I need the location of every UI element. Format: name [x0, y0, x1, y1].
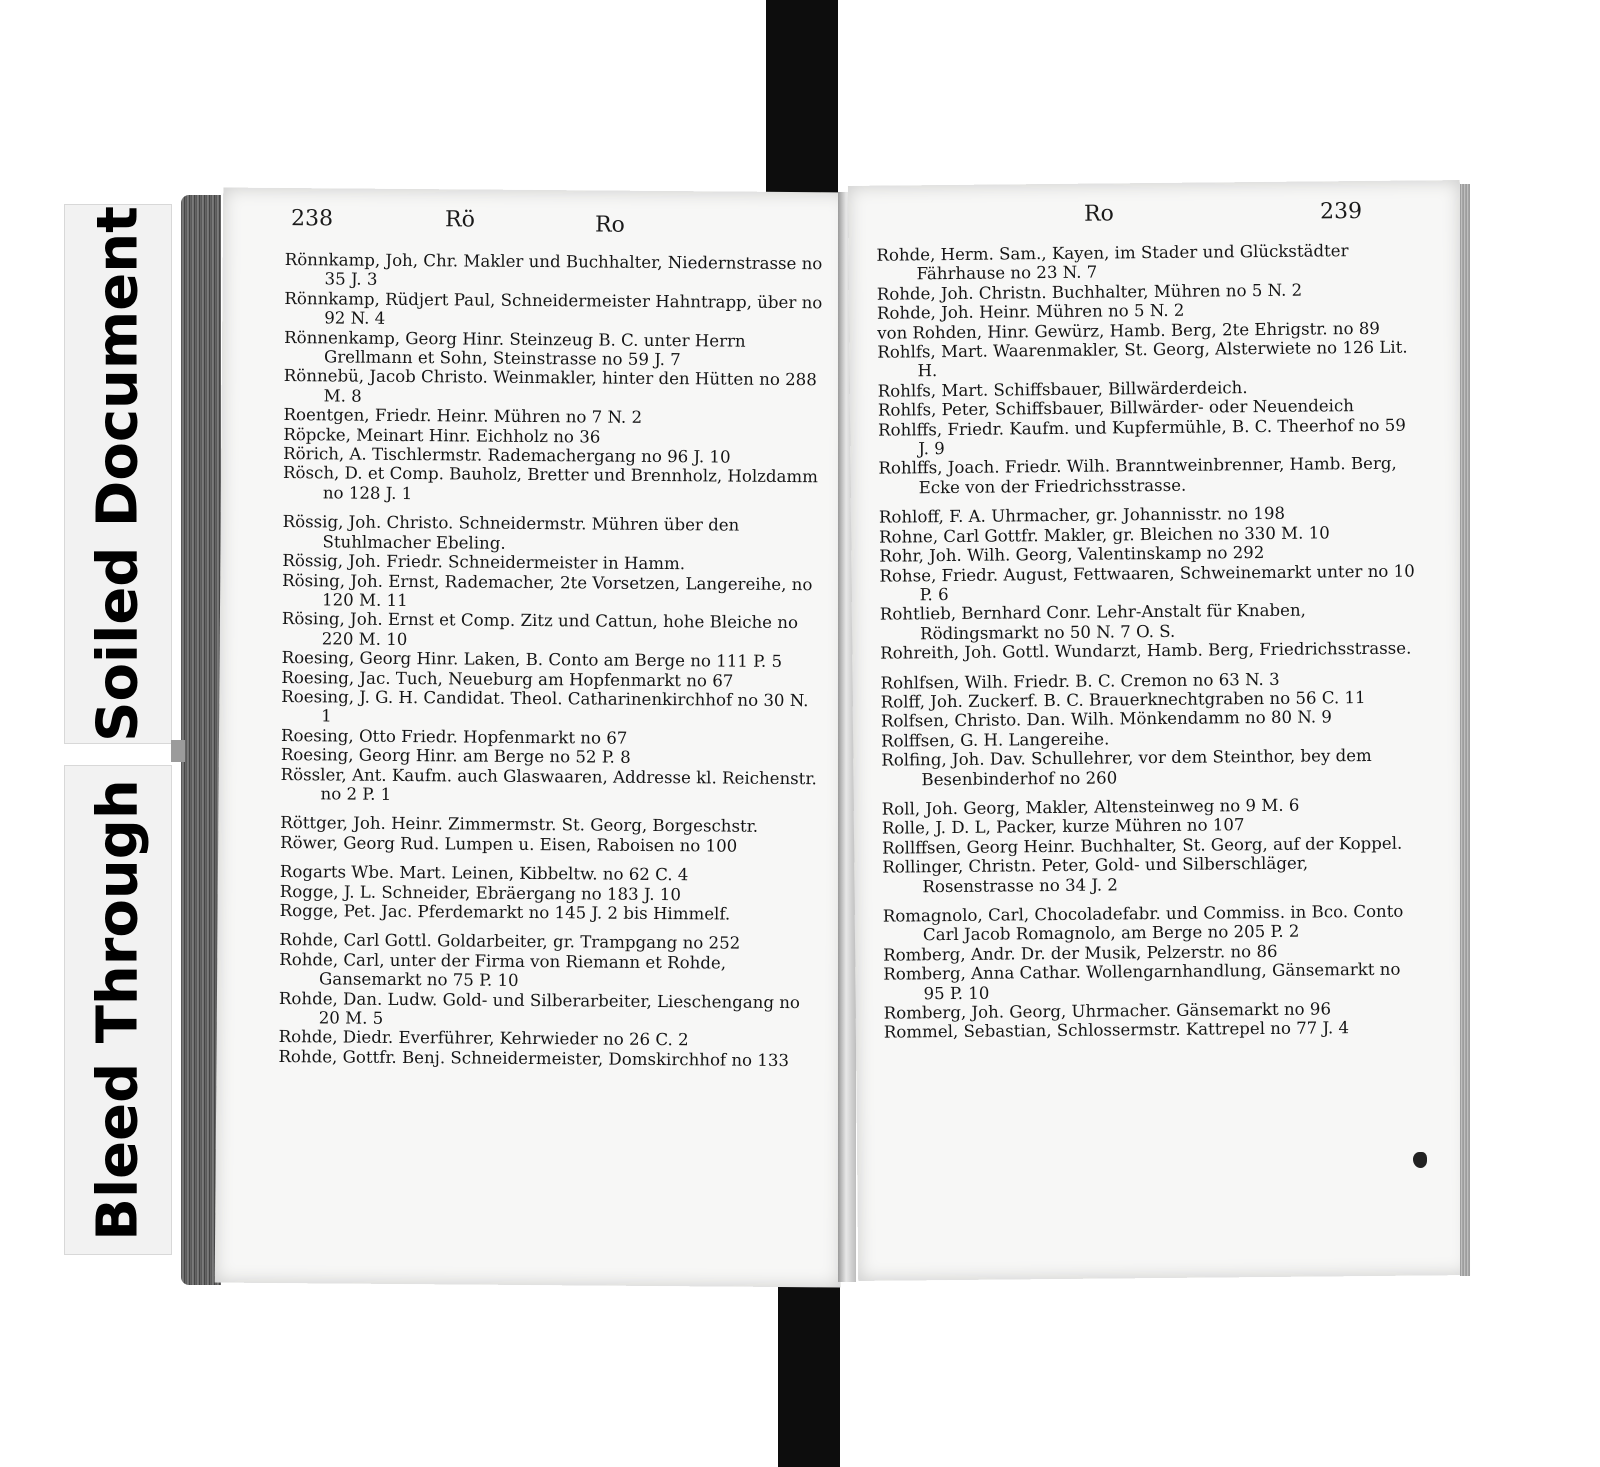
binding-strap-bottom: [778, 1276, 840, 1467]
directory-entry: Roll, Joh. Georg, Makler, Altensteinweg no 9 M. 6: [881, 795, 1300, 819]
ink-spot: [1413, 1152, 1427, 1168]
directory-entry: von Rohden, Hinr. Gewürz, Hamb. Berg, 2te Ehrigstr. no 89: [877, 318, 1381, 343]
directory-entry: Rohde, Carl Gottl. Goldarbeiter, gr. Trampgang no 252: [279, 930, 741, 954]
directory-entry: Rohde, Joh. Christn. Buchhalter, Mühren no 5 N. 2: [876, 280, 1303, 304]
binding-strap-top: [766, 0, 838, 204]
right-page: [848, 180, 1470, 1281]
directory-entry: Rössler, Ant. Kaufm. auch Glaswaaren, Addresse kl. Reichenstr. no 2 P. 1: [280, 764, 817, 804]
directory-entry: Rösing, Joh. Ernst, Rademacher, 2te Vorsetzen, Langereihe, no 120 M. 11: [282, 570, 813, 610]
directory-entry: Rolfsen, Christo. Dan. Wilh. Mönkendamm no 80 N. 9: [880, 707, 1332, 732]
directory-entry: Rollinger, Christn. Peter, Gold- und Silberschläger, Rosenstrasse no 34 J. 2: [882, 853, 1309, 896]
directory-entry: Rönnenkamp, Georg Hinr. Steinzeug B. C. unter Herrn Grellmann et Sohn, Steinstrasse no 59 J. 7: [284, 327, 746, 370]
soiled-document-label: Soiled Document: [85, 206, 151, 742]
directory-entry: Roesing, Jac. Tuch, Neueburg am Hopfenmarkt no 67: [281, 667, 734, 691]
directory-entry: Röwer, Georg Rud. Lumpen u. Eisen, Raboisen no 100: [280, 832, 738, 856]
directory-entry: Rogge, J. L. Schneider, Ebräergang no 183 J. 10: [279, 881, 682, 904]
directory-entry: Röpcke, Meinart Hinr. Eichholz no 36: [283, 424, 601, 447]
directory-entry: Rösing, Joh. Ernst et Comp. Zitz und Cattun, hohe Bleiche no 220 M. 10: [281, 609, 799, 649]
directory-entry: Rohlffs, Friedr. Kaufm. und Kupfermühle, B. C. Theerhof no 59 J. 9: [878, 415, 1406, 459]
directory-entry: Rohde, Diedr. Everführer, Kehrwieder no 26 C. 2: [278, 1027, 689, 1050]
left-head-secondary: Ro: [594, 212, 625, 238]
directory-entry: Romagnolo, Carl, Chocoladefabr. und Commiss. in Bco. Conto Carl Jacob Romagnolo, am Berge no 205 P. 2: [882, 901, 1404, 945]
directory-entry: Rohlfsen, Wilh. Friedr. B. C. Cremon no 63 N. 3: [880, 669, 1280, 693]
directory-entry: Rohde, Dan. Ludw. Gold- und Silberarbeiter, Lieschengang no 20 M. 5: [278, 988, 801, 1028]
directory-entry: Rohlfs, Mart. Waarenmakler, St. Georg, Alsterwiete no 126 Lit. H.: [877, 337, 1408, 381]
directory-entry: Rommel, Sebastian, Schlossermstr. Kattrepel no 77 J. 4: [883, 1018, 1350, 1043]
directory-entry: Rogge, Pet. Jac. Pferdemarkt no 145 J. 2 bis Himmelf.: [279, 901, 731, 924]
directory-entry: Roesing, Otto Friedr. Hopfenmarkt no 67: [280, 725, 628, 748]
directory-entry: Rohlfs, Mart. Schiffsbauer, Billwärderdeich.: [877, 377, 1248, 401]
directory-entry: Rörich, A. Tischlermstr. Rademachergang no 96 J. 10: [283, 444, 731, 467]
directory-entry: Rollffsen, Georg Heinr. Buchhalter, St. Georg, auf der Koppel.: [882, 833, 1403, 858]
directory-entry: Rössig, Joh. Friedr. Schneidermeister in Hamm.: [282, 551, 686, 574]
directory-entry: Roesing, Georg Hinr. am Berge no 52 P. 8: [280, 745, 631, 767]
directory-entry: Rössig, Joh. Christo. Schneidermstr. Mühren über den Stuhlmacher Ebeling.: [282, 512, 740, 553]
left-page-number: 238: [290, 206, 334, 232]
directory-entry: Roesing, J. G. H. Candidat. Theol. Catharinenkirchhof no 30 N. 1: [281, 686, 809, 726]
directory-entry: Rolle, J. D. L, Packer, kurze Mühren no 107: [881, 815, 1245, 839]
bleed-through-label: Bleed Through: [85, 779, 151, 1241]
directory-entry: Rohde, Gottfr. Benj. Schneidermeister, Domskirchhof no 133: [278, 1046, 790, 1070]
directory-entry: Rönnkamp, Joh, Chr. Makler und Buchhalter, Niedernstrasse no 35 J. 3: [284, 250, 823, 290]
left-running-head: [223, 188, 849, 253]
right-page-number: 239: [1319, 199, 1363, 225]
directory-entry: Romberg, Andr. Dr. der Musik, Pelzerstr. no 86: [883, 941, 1278, 965]
directory-entry: Rohreith, Joh. Gottl. Wundarzt, Hamb. Berg, Friedrichsstrasse.: [880, 638, 1412, 663]
label-slip-upper: [64, 204, 172, 744]
directory-entry: Rohne, Carl Gottfr. Makler, gr. Bleichen no 330 M. 10: [879, 523, 1330, 547]
left-head-primary: Rö: [444, 207, 475, 233]
directory-entry: Rohde, Carl, unter der Firma von Riemann et Rohde, Gansemarkt no 75 P. 10: [279, 949, 727, 991]
directory-entry: Rohlfs, Peter, Schiffsbauer, Billwärder- oder Neuendeich: [877, 396, 1354, 420]
directory-entry: Rolffsen, G. H. Langereihe.: [880, 729, 1110, 751]
right-page-edges: [1460, 184, 1470, 1276]
label-slip-lower: [64, 765, 172, 1255]
directory-entry: Rohr, Joh. Wilh. Georg, Valentinskamp no 292: [879, 543, 1265, 566]
right-running-head: [848, 180, 1461, 246]
directory-entry: Rohde, Joh. Heinr. Mühren no 5 N. 2: [876, 300, 1185, 323]
directory-entry: Rohse, Friedr. August, Fettwaaren, Schweinemarkt unter no 10 P. 6: [879, 561, 1415, 605]
directory-entry: Rolff, Joh. Zuckerf. B. C. Brauerknechtgraben no 56 C. 11: [880, 687, 1366, 712]
directory-entry: Romberg, Anna Cathar. Wollengarnhandlung, Gänsemarkt no 95 P. 10: [883, 959, 1401, 1003]
right-head: Ro: [1083, 201, 1114, 227]
directory-entry: Röttger, Joh. Heinr. Zimmermstr. St. Georg, Borgeschstr.: [280, 813, 759, 837]
directory-entry: Rönnebü, Jacob Christo. Weinmakler, hinter den Hütten no 288 M. 8: [283, 366, 817, 406]
directory-entry: Rolfing, Joh. Dav. Schullehrer, vor dem Steinthor, bey dem Besenbinderhof no 260: [881, 746, 1372, 789]
directory-entry: Roentgen, Friedr. Heinr. Mühren no 7 N. 2: [283, 405, 643, 428]
directory-entry: Rogarts Wbe. Mart. Leinen, Kibbeltw. no 62 C. 4: [279, 862, 689, 885]
directory-entry: Roesing, Georg Hinr. Laken, B. Conto am Berge no 111 P. 5: [281, 648, 783, 672]
left-page: [215, 188, 850, 1288]
directory-entry: Rohlffs, Joach. Friedr. Wilh. Branntweinbrenner, Hamb. Berg, Ecke von der Friedrichsstrasse.: [878, 454, 1397, 498]
directory-entry: Rohtlieb, Bernhard Conr. Lehr-Anstalt für Knaben, Rödingsmarkt no 50 N. 7 O. S.: [879, 600, 1306, 644]
left-entry-list: [278, 250, 826, 1070]
book-tab: [171, 740, 185, 762]
directory-entry: Rohloff, F. A. Uhrmacher, gr. Johannisstr. no 198: [878, 504, 1286, 527]
right-entry-list: [876, 241, 1420, 1043]
directory-entry: Rönnkamp, Rüdjert Paul, Schneidermeister Hahntrapp, über no 92 N. 4: [284, 288, 823, 329]
directory-entry: Rösch, D. et Comp. Bauholz, Bretter und Brennholz, Holzdamm no 128 J. 1: [282, 463, 819, 503]
directory-entry: Romberg, Joh. Georg, Uhrmacher. Gänsemarkt no 96: [883, 999, 1332, 1023]
directory-entry: Rohde, Herm. Sam., Kayen, im Stader und Glückstädter Fährhause no 23 N. 7: [876, 241, 1349, 284]
